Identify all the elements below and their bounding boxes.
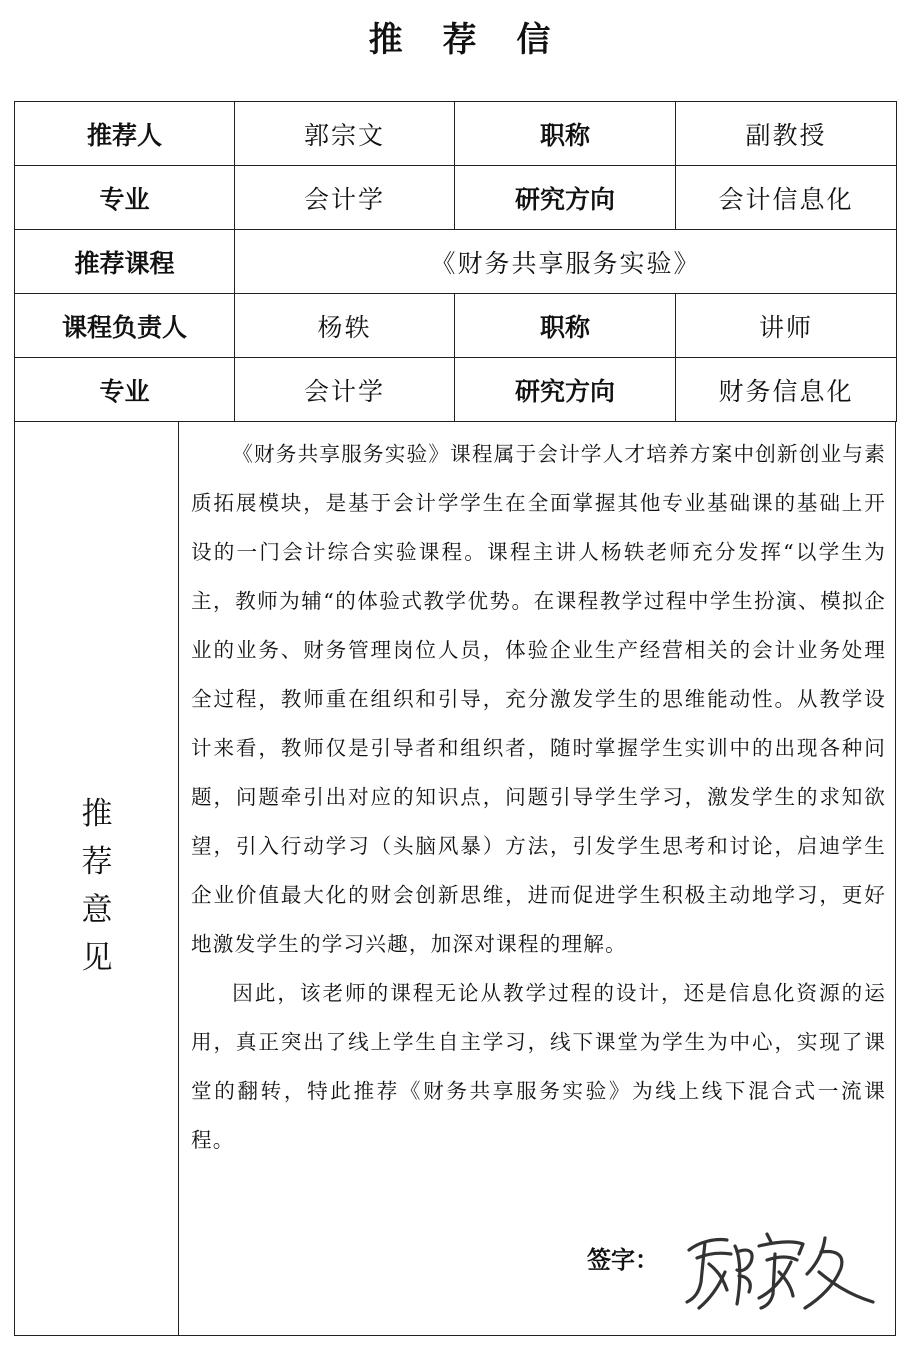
table-row	[15, 230, 897, 294]
opinion-paragraph: 《财务共享服务实验》课程属于会计学人才培养方案中创新创业与素质拓展模块，是基于会计学学生在全面掌握其他专业基础课的基础上开设的一门会计综合实验课程。课程主讲人杨轶老师充分发挥“以学生为主，教师为辅“的体验式教学优势。在课程教学过程中学生扮演、模拟企业的业务、财务管理岗位人员，体验企业生产经营相关的会计业务处理全过程，教师重在组织和引导，充分激发学生的思维能动性。从教学设计来看，教师仅是引导者和组织者，随时掌握学生实训中的出现各种问题，问题牵引出对应的知识点，问题引导学生学习，激发学生的求知欲望，引入行动学习（头脑风暴）方法，引发学生思考和讨论，启迪学生企业价值最大化的财会创新思维，进而促进学生积极主动地学习，更好地激发学生的学习兴趣，加深对课程的理解。	[191, 442, 886, 956]
table-row	[15, 102, 897, 166]
recommender-research-value: 会计信息化	[676, 166, 897, 230]
opinion-label-char: 荐	[81, 844, 113, 880]
opinion-label	[15, 790, 179, 982]
recommender-value: 郭宗文	[235, 102, 455, 166]
opinion-section	[14, 422, 896, 1336]
title-label: 职称	[455, 102, 676, 166]
info-table	[14, 101, 897, 422]
table-row	[15, 166, 897, 230]
title-label: 职称	[455, 294, 676, 358]
course-label: 推荐课程	[15, 230, 235, 294]
research-label: 研究方向	[455, 166, 676, 230]
opinion-label-char: 意	[81, 892, 113, 928]
owner-label: 课程负责人	[15, 294, 235, 358]
owner-research-value: 财务信息化	[676, 358, 897, 422]
page-title: 推 荐 信	[368, 20, 565, 60]
info-table-wrapper	[14, 101, 896, 422]
opinion-label-cell	[15, 422, 179, 1335]
major-label: 专业	[15, 166, 235, 230]
table-row	[15, 358, 897, 422]
opinion-label-char: 推	[81, 796, 113, 832]
table-row	[15, 294, 897, 358]
owner-major-value: 会计学	[235, 358, 455, 422]
handwritten-signature	[675, 1212, 885, 1322]
major-label: 专业	[15, 358, 235, 422]
research-label: 研究方向	[455, 358, 676, 422]
opinion-label-char: 见	[81, 940, 113, 976]
recommender-label: 推荐人	[15, 102, 235, 166]
course-value: 《财务共享服务实验》	[235, 230, 897, 294]
opinion-paragraph: 因此，该老师的课程无论从教学过程的设计，还是信息化资源的运用，真正突出了线上学生自主学习，线下课堂为学生为中心，实现了课堂的翻转，特此推荐《财务共享服务实验》为线上线下混合式一流课程。	[191, 981, 886, 1152]
signature-label: 签字：	[587, 1246, 659, 1274]
owner-value: 杨轶	[235, 294, 455, 358]
owner-title-value: 讲师	[676, 294, 897, 358]
recommender-major-value: 会计学	[235, 166, 455, 230]
recommender-title-value: 副教授	[676, 102, 897, 166]
opinion-text	[191, 430, 886, 1165]
